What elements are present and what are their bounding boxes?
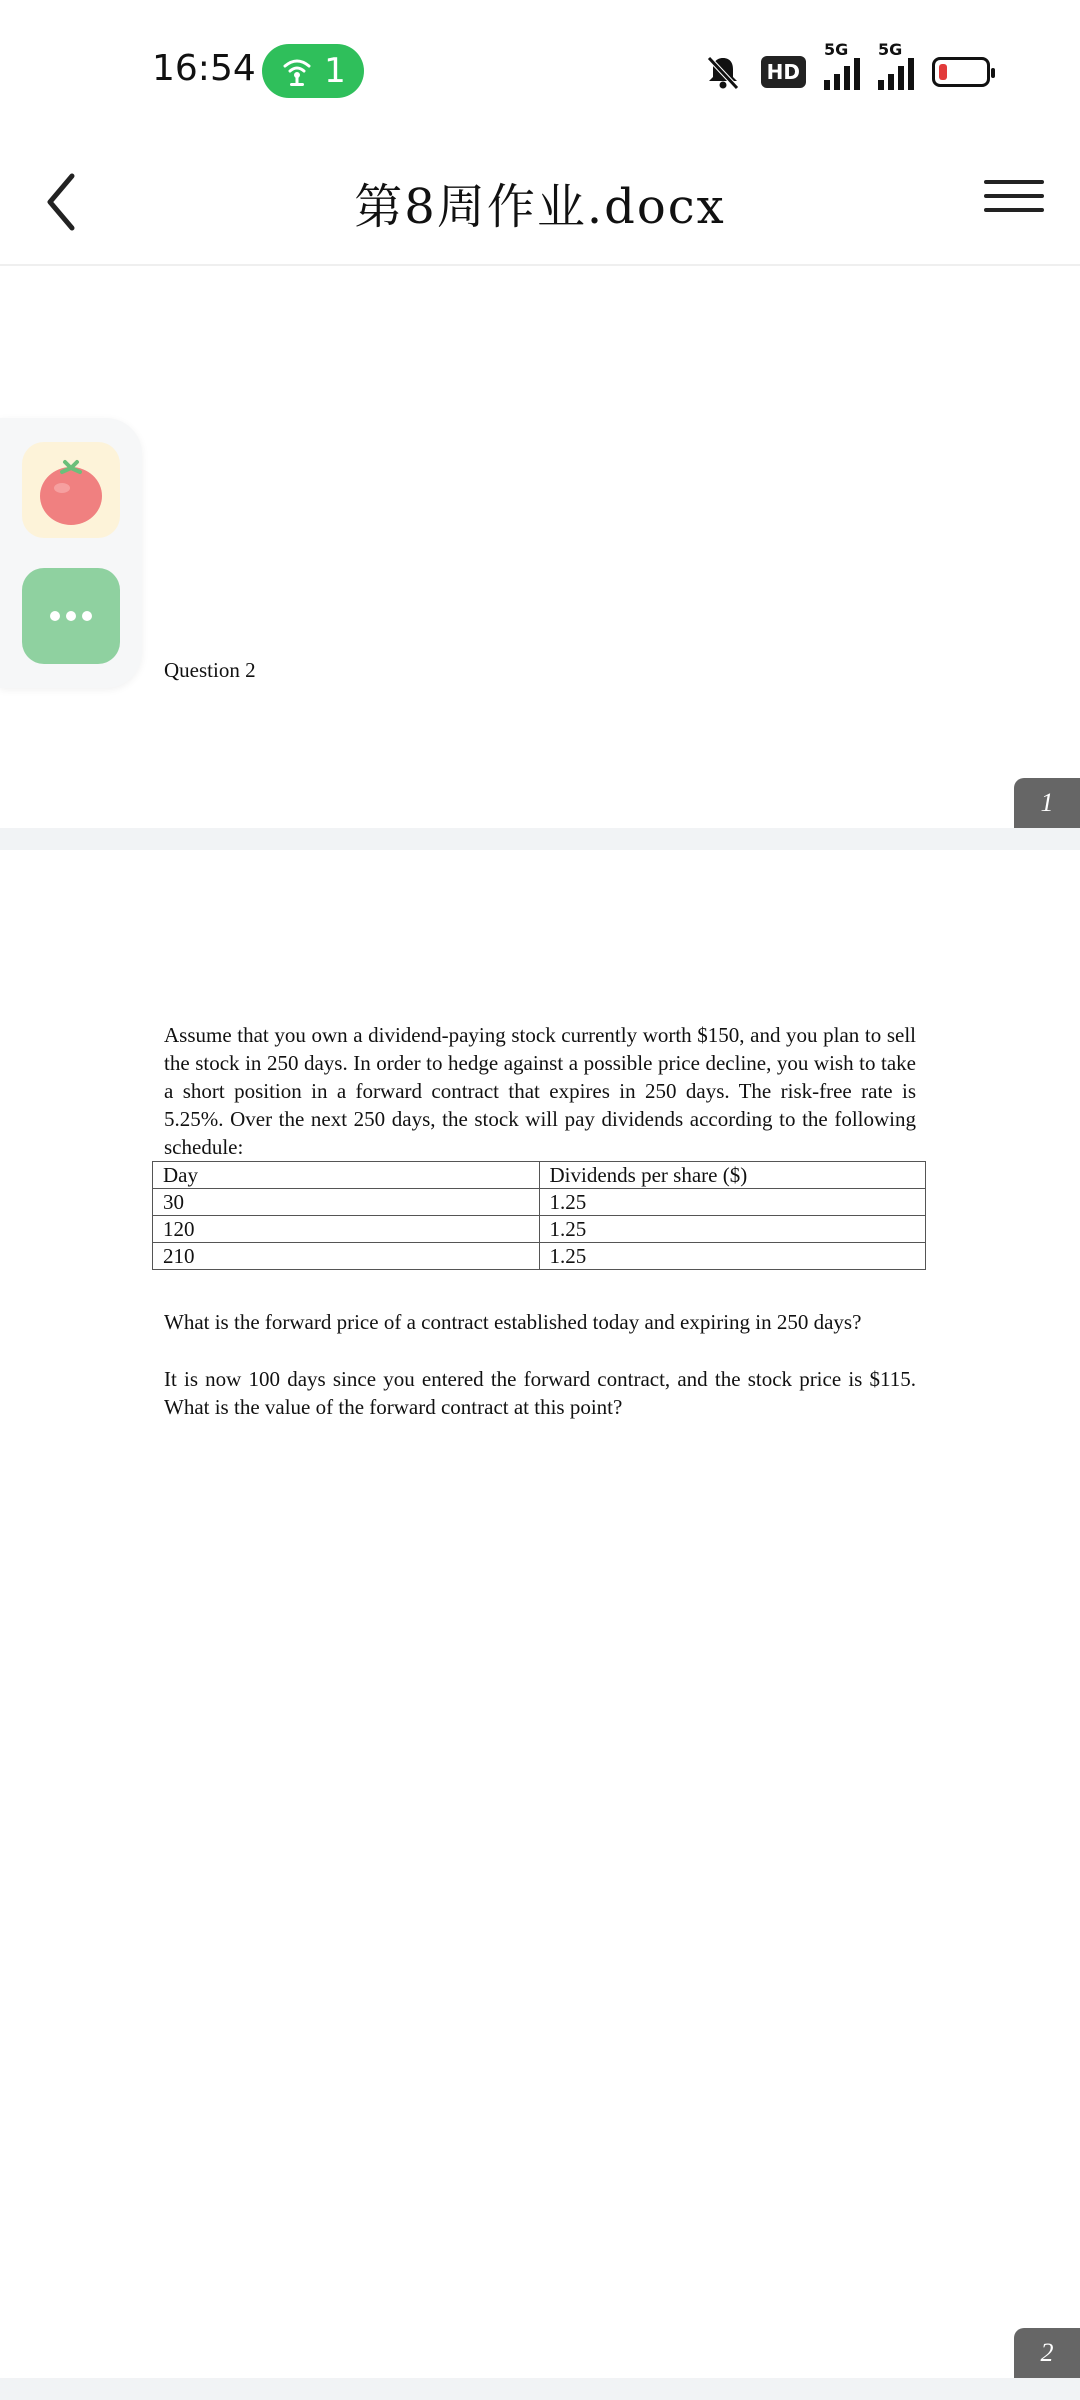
table-cell: 1.25	[539, 1243, 926, 1270]
problem-paragraph: Assume that you own a dividend-paying stock currently worth $150, and you plan to sell the stock in 250 days. In order to hedge against a possible price decline, you wish to take a short position in a forward contract that expires in 250 days. The risk-free rate is 5.25%. Over the next 250 days, the stock will pay dividends according to the following schedule:	[164, 1023, 916, 1159]
question-label: Question 2	[164, 658, 256, 682]
hotspot-count: 1	[324, 51, 346, 91]
table-cell: 120	[153, 1216, 540, 1243]
tomato-timer-button[interactable]	[22, 442, 120, 538]
page-number-badge-2: 2	[1014, 2328, 1080, 2378]
table-row	[153, 1243, 926, 1270]
page-separator-bottom	[0, 2378, 1080, 2400]
status-time: 16:54	[152, 48, 256, 89]
table-cell: 1.25	[539, 1216, 926, 1243]
table-row	[153, 1216, 926, 1243]
more-dots-icon	[46, 609, 96, 623]
table-header-row	[153, 1162, 926, 1189]
signal-5g-icon-2	[878, 40, 914, 90]
table-cell: 1.25	[539, 1189, 926, 1216]
more-tools-button[interactable]	[22, 568, 120, 664]
document-page-1[interactable]	[0, 266, 1080, 828]
battery-level	[939, 64, 947, 80]
floating-tool-panel	[0, 418, 142, 688]
status-bar	[0, 0, 1080, 140]
app-bar	[0, 140, 1080, 266]
table-cell: 30	[153, 1189, 540, 1216]
bell-muted-icon	[703, 52, 743, 92]
hd-voice-badge: HD	[761, 56, 806, 88]
table-cell: 210	[153, 1243, 540, 1270]
dividends-table	[152, 1161, 926, 1270]
menu-button[interactable]	[984, 170, 1044, 230]
hotspot-icon	[280, 54, 314, 88]
question-1-text: What is the forward price of a contract established today and expiring in 250 days?	[164, 1310, 862, 1334]
status-icons	[703, 40, 990, 94]
page-number-badge-1: 1	[1014, 778, 1080, 828]
signal-5g-label-2: 5G	[878, 40, 903, 59]
table-header-cell: Day	[153, 1162, 540, 1189]
document-title: 第8周作业.docx	[354, 179, 726, 235]
battery-icon	[932, 57, 990, 87]
menu-line	[984, 208, 1044, 212]
menu-line	[984, 180, 1044, 184]
hotspot-pill[interactable]	[262, 44, 364, 98]
table-row	[153, 1189, 926, 1216]
signal-5g-label: 5G	[824, 40, 849, 59]
menu-line	[984, 194, 1044, 198]
question-2-text: It is now 100 days since you entered the forward contract, and the stock price is $115. What is the value of the forward contract at this point?	[164, 1367, 916, 1419]
table-header-cell: Dividends per share ($)	[539, 1162, 926, 1189]
document-page-2[interactable]	[0, 850, 1080, 2378]
tomato-icon	[22, 442, 120, 538]
signal-5g-icon-1	[824, 40, 860, 90]
page-separator	[0, 828, 1080, 850]
